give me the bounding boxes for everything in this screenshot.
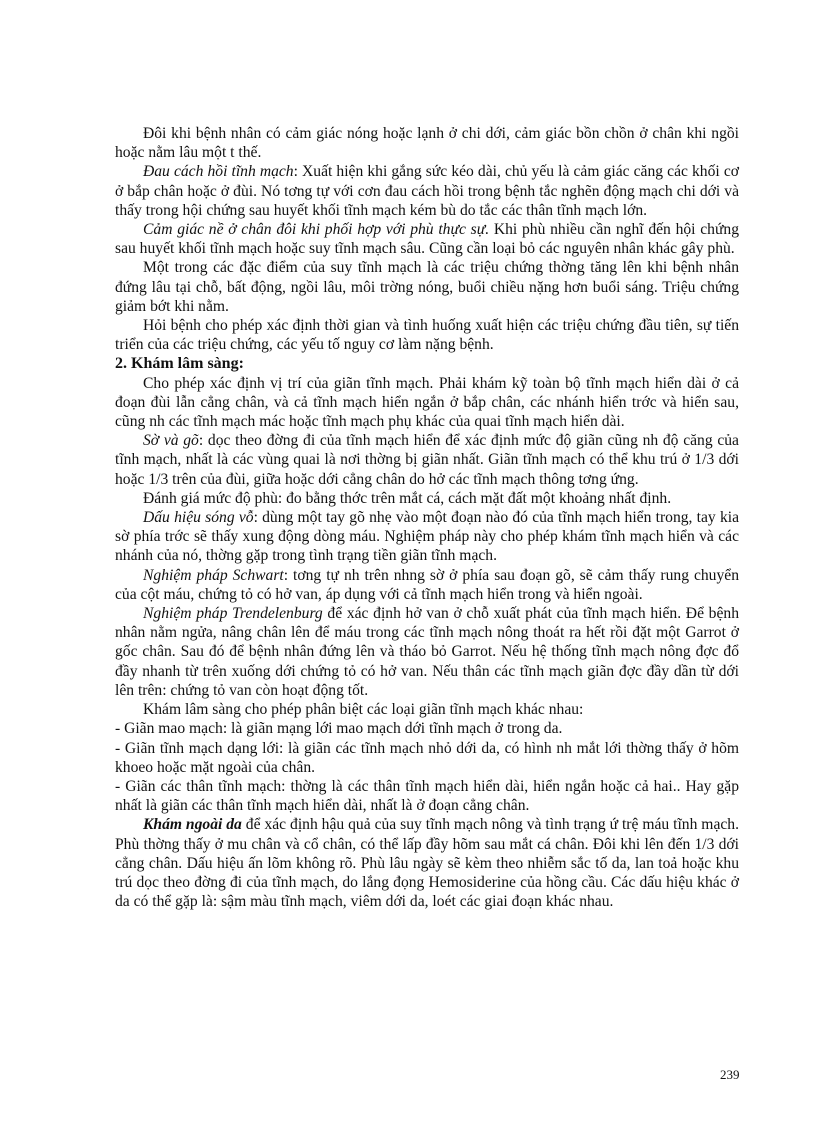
text-run: Một trong các đặc điểm của suy tĩnh mạch là các triệu chứng thờng tăng lên khi bệnh nhân đứng lâu tại chỗ, bất động, ngồi lâu, môi trờng nóng, buổi chiều nặng hơn buổi sáng. Triệu chứng giảm bớt khi nằm. (115, 259, 739, 315)
italic-term: Đau cách hồi tĩnh mạch (143, 163, 294, 181)
bold-italic-term: Khám ngoài da (143, 816, 242, 834)
text-run: - Giãn mao mạch: là giãn mạng lới mao mạch dới tĩnh mạch ở trong da. (115, 720, 563, 738)
paragraph (115, 739, 739, 777)
paragraph (115, 508, 739, 566)
paragraph (115, 566, 739, 604)
text-run: : Xuất hiện khi gắng sức kéo dài, chủ yếu là cảm giác căng các khối cơ ở bắp chân hoặc ở đùi. Nó tơng tự với cơn đau cách hồi trong bệnh tắc nghẽn động mạch chi dới và thấy trong hội chứng sau huyết khối tĩnh mạch kém bù do tắc các thân tĩnh mạch lớn. (115, 163, 739, 219)
text-run: : tơng tự nh trên nhng sờ ở phía sau đoạn gõ, sẽ cảm thấy rung chuyển của cột máu, chứng tỏ có hở van, áp dụng với cả tĩnh mạch hiển trong và hiển ngoài. (115, 566, 739, 603)
section-heading (115, 354, 739, 373)
page-number: 239 (720, 1067, 740, 1082)
italic-term: Dấu hiệu sóng vỗ (143, 509, 254, 527)
text-run: 2. Khám lâm sàng: (115, 355, 244, 373)
text-run: Hỏi bệnh cho phép xác định thời gian và tình huống xuất hiện các triệu chứng đầu tiên, sự tiến triển của các triệu chứng, các yếu tố nguy cơ làm nặng bệnh. (115, 317, 739, 354)
text-run: - Giãn tĩnh mạch dạng lới: là giãn các tĩnh mạch nhỏ dới da, có hình nh mắt lới thờng thấy ở hõm khoeo hoặc mặt ngoài của chân. (115, 739, 739, 776)
text-run: để xác định hậu quả của suy tĩnh mạch nông và tình trạng ứ trệ máu tĩnh mạch. Phù thờng thấy ở mu chân và cổ chân, có thể lấp đầy hõm sau mắt cá chân. Đôi khi lên đến 1/3 dới cẳng chân. Dấu hiệu ấn lõm không rõ. Phù lâu ngày sẽ kèm theo nhiễm sắc tố da, lan toả hoặc khu trú dọc theo đờng đi của tĩnh mạch, do lắng đọng Hemosiderine của hồng cầu. Các dấu hiệu khác ở da có thể gặp là: sậm màu tĩnh mạch, viêm dới da, loét các giai đoạn khác nhau. (115, 816, 739, 911)
text-run: - Giãn các thân tĩnh mạch: thờng là các thân tĩnh mạch hiển dài, hiển ngắn hoặc cả hai.. Hay gặp nhất là giãn các thân tĩnh mạch hiển dài, nhất là ở đoạn cẳng chân. (115, 777, 739, 815)
text-run: Cho phép xác định vị trí của giãn tĩnh mạch. Phải khám kỹ toàn bộ tĩnh mạch hiển dài ở cả đoạn đùi lẫn cẳng chân, và cả tĩnh mạch hiển ngắn ở bắp chân, các nhánh hiển trớc và hiển sau, cũng nh các tĩnh mạch mác hoặc tĩnh mạch phụ khác của quai tĩnh mạch hiển dài. (115, 374, 739, 431)
paragraph (115, 258, 739, 316)
paragraph (115, 719, 739, 738)
text-run: : dùng một tay gõ nhẹ vào một đoạn nào đó của tĩnh mạch hiển trong, tay kia sờ phía trớc sẽ thấy xung động dòng máu. Nghiệm pháp này cho phép khám tĩnh mạch hiển và các nhánh của nó, thờng gặp trong tình trạng tiền giãn tĩnh mạch. (115, 509, 739, 565)
paragraph (115, 162, 739, 220)
text-run: Đánh giá mức độ phù: đo bằng thớc trên mắt cá, cách mặt đất một khoảng nhất định. (143, 489, 672, 507)
paragraph (115, 815, 739, 911)
paragraph (115, 316, 739, 354)
paragraph (115, 220, 739, 258)
italic-term: Cảm giác nề ở chân đôi khi phối hợp với phù thực sự. (143, 221, 490, 239)
paragraph (115, 489, 739, 508)
paragraph (115, 777, 739, 815)
paragraph (115, 124, 739, 162)
text-run: để xác định hở van ở chỗ xuất phát của tĩnh mạch hiển. Để bệnh nhân nằm ngửa, nâng chân lên để máu trong các tĩnh mạch nông thoát ra hết rồi đặt một Garrot ở gốc chân. Sau đó để bệnh nhân đứng lên và tháo bỏ Garrot. Nếu hệ thống tĩnh mạch nông đợc đổ đầy nhanh từ trên xuống dới chứng tỏ có hở van. Nếu thân các tĩnh mạch giãn đợc đầy dần từ dới lên trên: chứng tỏ van còn hoạt động tốt. (115, 605, 739, 699)
paragraph (115, 374, 739, 432)
paragraph (115, 604, 739, 700)
paragraph (115, 700, 739, 719)
text-run: Khám lâm sàng cho phép phân biệt các loại giãn tĩnh mạch khác nhau: (143, 701, 584, 719)
italic-term: Sờ và gõ (143, 432, 199, 450)
italic-term: Nghiệm pháp Schwart (143, 566, 284, 584)
text-run: Khi phù nhiều cần nghĩ đến hội chứng sau huyết khối tĩnh mạch hoặc suy tĩnh mạch sâu. Cũng cần loại bỏ các nguyên nhân khác gây phù. (115, 221, 739, 258)
text-run: Đôi khi bệnh nhân có cảm giác nóng hoặc lạnh ở chi dới, cảm giác bồn chồn ở chân khi ngồi hoặc nằm lâu một t thế. (115, 125, 739, 162)
text-run: : dọc theo đờng đi của tĩnh mạch hiển để xác định mức độ giãn cũng nh độ căng của tĩnh mạch, nhất là các vùng quai là nơi thờng bị giãn nhất. Giãn tĩnh mạch có thể khu trú ở 1/3 dới hoặc 1/3 trên của đùi, giữa hoặc dới cẳng chân do hở các tĩnh mạch thông tơng ứng. (115, 432, 739, 488)
document-body (115, 124, 739, 911)
paragraph (115, 431, 739, 489)
italic-term: Nghiệm pháp Trendelenburg (143, 605, 323, 623)
